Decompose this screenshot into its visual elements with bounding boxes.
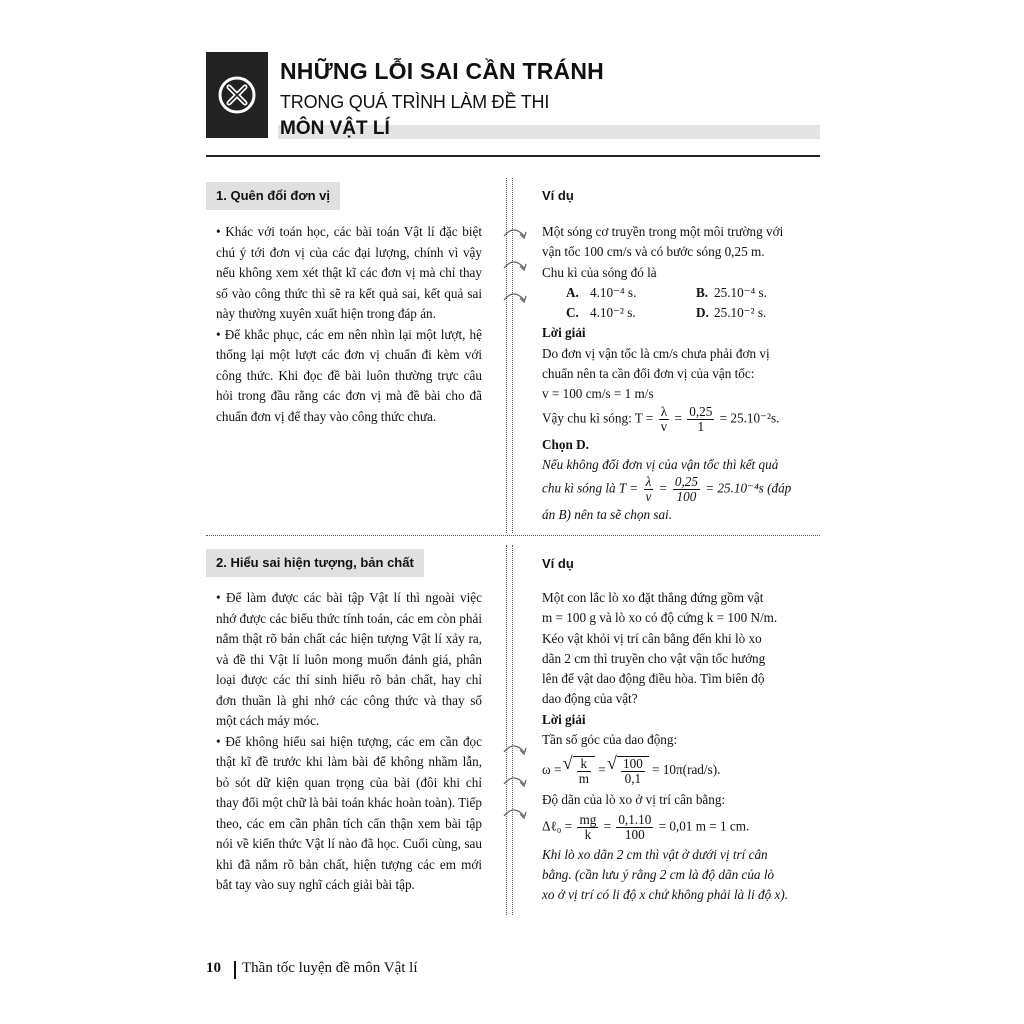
solution-line: chuẩn nên ta cần đổi đơn vị của vận tốc: — [542, 366, 755, 382]
formula-text: = — [674, 410, 682, 426]
question-line: Chu kì của sóng đó là — [542, 264, 657, 280]
fraction — [687, 405, 714, 434]
denominator: 100 — [676, 489, 697, 505]
question-line: Kéo vật khỏi vị trí cân bằng đến khi lò xo — [542, 630, 762, 646]
x-circle-icon — [217, 75, 257, 115]
formula-line — [542, 405, 814, 435]
option-text: 4.10⁻⁴ s. — [590, 284, 637, 300]
question-line: dãn 2 cm thì truyền cho vật vận tốc hướng — [542, 650, 766, 666]
numerator: √ k — [577, 757, 591, 772]
solution-line: Do đơn vị vận tốc là cm/s chưa phải đơn vị — [542, 345, 770, 361]
solution-line: v = 100 cm/s = 1 m/s — [542, 386, 654, 402]
denominator: v — [660, 418, 668, 434]
denominator: 100 — [624, 826, 645, 842]
question-line: m = 100 g và lò xo có độ cứng k = 100 N/m. — [542, 610, 778, 626]
question-line: vận tốc 100 cm/s và có bước sóng 0,25 m. — [542, 244, 765, 260]
formula-text: = — [603, 818, 612, 834]
square-root — [573, 756, 595, 786]
note-line: án B) nên ta sẽ chọn sai. — [542, 507, 673, 523]
paragraph: • Khác với toán học, các bài toán Vật lí đặc biệt chú ý tới đơn vị của các đại lượng, chính vì vậy nếu không xem xét thật kĩ các đơn vị mà chỉ thay số vào công thức thì sẽ ra kết quả sai, kết quả sai này thường xuyên xuất hiện trong đáp án. — [216, 224, 482, 321]
formula-text: Vậy chu kì sóng: T = — [542, 410, 654, 426]
column-separator-2b — [512, 545, 513, 915]
option-label: B. — [696, 284, 709, 300]
fraction — [659, 405, 670, 434]
solution-line: Tần số góc của dao động: — [542, 732, 678, 748]
section-2-body — [216, 588, 482, 896]
paragraph: • Để không hiểu sai hiện tượng, các em cần đọc thật kĩ đề trước khi làm bài để không nhầm lẫn, bỏ sót dữ kiện quan trọng của bài (đôi khi chỉ thay đổi một chữ là bài toán khác hoàn toàn). Tiếp theo, các em cần phân tích cẩn thận xem bài tập nói về kiến thức Vật lí nào đã học. Cuối cùng, sau khi đã nắm rõ bản chất, hiện tượng các em mới bắt tay vào suy nghĩ cách giải bài tập. — [216, 733, 482, 892]
formula-line — [542, 475, 814, 505]
fraction — [644, 475, 654, 504]
page-subtitle: TRONG QUÁ TRÌNH LÀM ĐỀ THI — [280, 92, 550, 112]
fraction — [577, 813, 598, 842]
fraction — [577, 757, 591, 786]
curved-arrows-icon — [500, 222, 530, 322]
section-1-body — [216, 222, 482, 427]
column-separator-2 — [506, 545, 507, 915]
section-1-heading: 1. Quên đổi đơn vị — [206, 182, 340, 210]
formula-text: chu kì sóng là T = — [542, 480, 639, 496]
options-row — [542, 283, 814, 303]
denominator: 1 — [697, 418, 705, 434]
formula-text: = — [658, 480, 668, 496]
footer-book-title: Thần tốc luyện đề môn Vật lí — [242, 960, 418, 976]
answer-choice: Chọn D. — [542, 436, 589, 452]
numerator: 0,1.10 — [618, 811, 652, 827]
denominator: m — [578, 771, 589, 787]
note-line: Nếu không đổi đơn vị của vận tốc thì kết quả — [542, 456, 779, 472]
option-text: 25.10⁻² s. — [714, 305, 767, 321]
numerator: λ — [644, 475, 654, 490]
formula-text: = 25.10⁻²s. — [719, 410, 780, 426]
subject-title: MÔN VẬT LÍ — [280, 118, 390, 139]
formula-text: ω = — [542, 762, 562, 778]
option-text: 25.10⁻⁴ s. — [714, 284, 767, 300]
header-rule — [206, 155, 820, 157]
formula-line — [542, 811, 814, 845]
denominator: v — [645, 489, 652, 505]
example-1-body — [542, 222, 814, 526]
numerator: λ — [659, 405, 670, 420]
fraction — [621, 757, 645, 786]
option-label: A. — [566, 284, 579, 300]
page-number: 10 — [206, 960, 221, 976]
formula-text: = 25.10⁻⁴s (đáp — [705, 480, 792, 496]
formula-text: = 0,01 m = 1 cm. — [658, 818, 750, 834]
example-2-body — [542, 588, 814, 906]
question-line: dao động của vật? — [542, 691, 638, 707]
option-label: C. — [566, 305, 579, 321]
numerator: 0,25 — [674, 474, 698, 490]
fraction — [616, 813, 653, 842]
numerator: 0,25 — [689, 403, 713, 419]
note-line: bằng. (cần lưu ý rằng 2 cm là độ dãn của lò — [542, 866, 775, 882]
question-line: lên để vật dao động điều hòa. Tìm biên độ — [542, 671, 765, 687]
note-line: Khi lò xo dãn 2 cm thì vật ở dưới vị trí cân — [542, 846, 768, 862]
page-title: NHỮNG LỖI SAI CẦN TRÁNH — [280, 58, 604, 84]
solution-label: Lời giải — [542, 325, 586, 341]
footer-divider — [234, 961, 236, 979]
solution-line: Độ dãn của lò xo ở vị trí cân bằng: — [542, 792, 726, 808]
paragraph: • Để làm được các bài tập Vật lí thì ngoài việc nhớ được các biểu thức tính toán, các em còn phải nắm thật rõ bản chất các hiện tượng Vật lí xảy ra, và đề thi Vật lí luôn mong muốn đánh giá, phân loại được các thí sinh hiểu rõ bản chất, hay chỉ đơn thuần là ghi nhớ các công thức và thay số một cách máy móc. — [216, 590, 482, 728]
square-root — [617, 756, 649, 786]
solution-label: Lời giải — [542, 711, 586, 727]
note-line: xo ở vị trí có li độ x chứ không phải là li độ x). — [542, 887, 789, 903]
question-line: Một con lắc lò xo đặt thẳng đứng gồm vật — [542, 590, 764, 605]
formula-line — [542, 750, 814, 790]
example-2-heading: Ví dụ — [542, 556, 574, 571]
options-row — [542, 303, 814, 323]
example-1-heading: Ví dụ — [542, 188, 574, 203]
formula-text: = 10π(rad/s). — [652, 762, 721, 778]
paragraph: • Để khắc phục, các em nên nhìn lại một lượt, hệ thống lại một lượt các đơn vị chuẩn đi kèm với công thức. Khi đọc đề bài luôn thường trực câu hỏi trong đầu rằng các đơn vị mà đề bài cho đã chuẩn đơn vị để thay vào công thức chưa. — [216, 326, 482, 424]
formula-text: = — [598, 762, 606, 778]
option-label: D. — [696, 305, 709, 321]
denominator: 0,1 — [624, 771, 642, 787]
numerator: mg — [579, 811, 597, 827]
curved-arrows-icon — [500, 738, 530, 838]
section-2-heading: 2. Hiểu sai hiện tượng, bản chất — [206, 549, 424, 577]
question-line: Một sóng cơ truyền trong một môi trường với — [542, 224, 784, 239]
numerator: √ 100 — [623, 756, 643, 772]
section-separator — [206, 535, 820, 536]
option-text: 4.10⁻² s. — [590, 305, 636, 321]
header-icon-box — [206, 52, 268, 138]
denominator: k — [584, 826, 592, 842]
formula-text: Δℓ₀ = — [542, 818, 573, 834]
fraction — [673, 475, 700, 504]
